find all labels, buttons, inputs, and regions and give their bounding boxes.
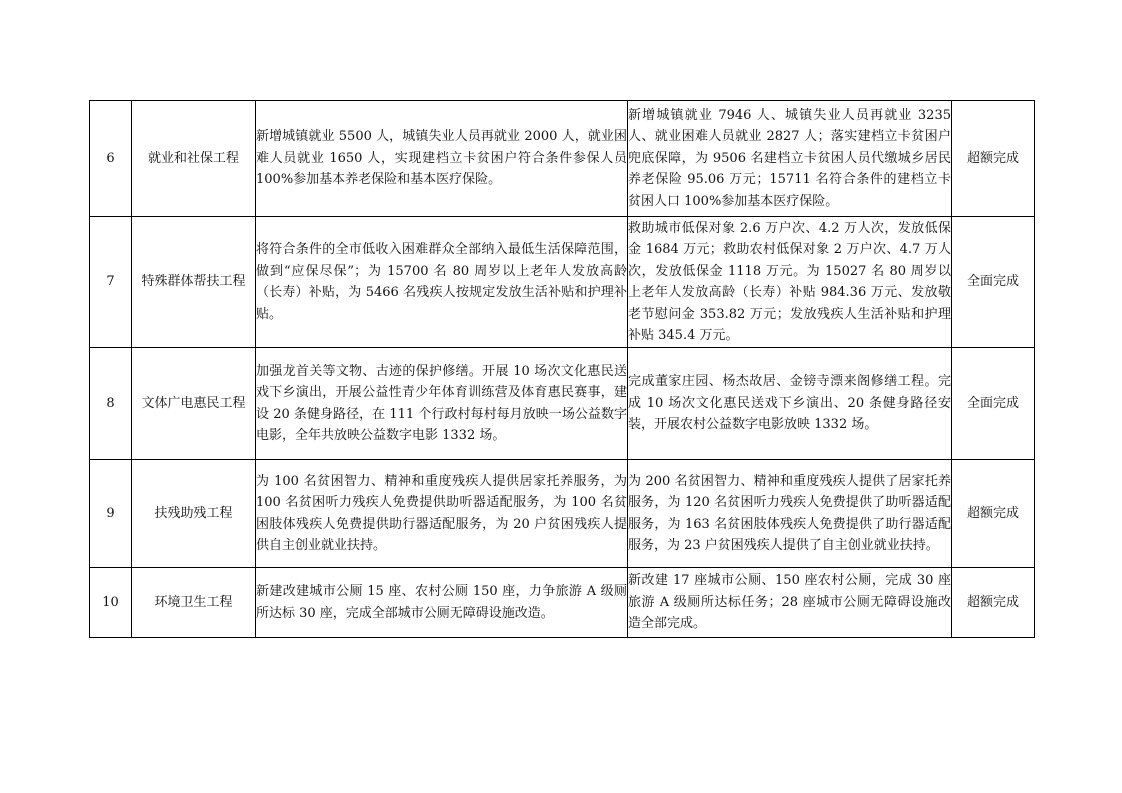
project-goal [256,348,628,460]
completion-status: 全面完成 [952,348,1035,460]
completion-status: 超额完成 [952,101,1035,217]
project-name: 就业和社保工程 [132,101,256,217]
project-name: 文体广电惠民工程 [132,348,256,460]
row-number: 8 [90,348,132,460]
project-result [628,217,952,348]
project-goal-text: 将符合条件的全市低收入困难群众全部纳入最低生活保障范围，做到“应保尽保”；为 15700 名 80 周岁以上老年人发放高龄（长寿）补贴，为 5466 名残疾人按规定发放生活补贴和护理补贴。 [256,242,627,322]
completion-status: 超额完成 [952,568,1035,638]
project-result [628,460,952,568]
project-name: 特殊群体帮扶工程 [132,217,256,348]
project-goal-text: 新增城镇就业 5500 人，城镇失业人员再就业 2000 人，就业困难人员就业 1650 人，实现建档立卡贫困户符合条件参保人员 100%参加基本养老保险和基本医疗保险。 [256,129,627,188]
project-result-text: 救助城市低保对象 2.6 万户次、4.2 万人次，发放低保金 1684 万元；救助农村低保对象 2 万户次、4.7 万人次，发放低保金 1118 万元。为 15027 名 80 周岁以上老年人发放高龄（长寿）补贴 984.36 万元、发放敬老节慰问金 353.82 万元；发放残疾人生活补贴和护理补贴 345.4 万元。 [628,220,951,343]
project-goal [256,568,628,638]
project-goal-text: 新建改建城市公厕 15 座、农村公厕 150 座，力争旅游 A 级厕所达标 30 座，完成全部城市公厕无障碍设施改造。 [256,584,627,621]
project-result [628,568,952,638]
project-table [89,100,1035,638]
row-number: 9 [90,460,132,568]
table-row [90,460,1035,568]
project-result-text: 为 200 名贫困智力、精神和重度残疾人提供了居家托养服务，为 120 名贫困听力残疾人免费提供了助听器适配服务，为 163 名贫困肢体残疾人免费提供了助行器适配服务，为 23 户贫困残疾人提供了自主创业就业扶持。 [628,473,951,553]
table-row [90,568,1035,638]
project-result-text: 新改建 17 座城市公厕、150 座农村公厕，完成 30 座旅游 A 级厕所达标任务；28 座城市公厕无障碍设施改造全部完成。 [628,573,951,632]
row-number: 7 [90,217,132,348]
project-name: 环境卫生工程 [132,568,256,638]
project-goal-text: 为 100 名贫困智力、精神和重度残疾人提供居家托养服务，为 100 名贫困听力残疾人免费提供助听器适配服务，为 100 名贫困肢体残疾人免费提供助行器适配服务，为 20 户贫困残疾人提供自主创业就业扶持。 [256,473,627,553]
project-goal [256,217,628,348]
project-goal [256,101,628,217]
row-number: 6 [90,101,132,217]
completion-status: 全面完成 [952,217,1035,348]
completion-status: 超额完成 [952,460,1035,568]
row-number: 10 [90,568,132,638]
project-goal-text: 加强龙首关等文物、古迹的保护修缮。开展 10 场次文化惠民送戏下乡演出，开展公益性青少年体育训练营及体育惠民赛事，建设 20 条健身路径，在 111 个行政村每村每月放映一场公益数字电影，全年共放映公益数字电影 1332 场。 [256,363,627,443]
table-row [90,217,1035,348]
project-result-text: 新增城镇就业 7946 人、城镇失业人员再就业 3235 人、就业困难人员就业 2827 人；落实建档立卡贫困户兜底保障，为 9506 名建档立卡贫困人员代缴城乡居民养老保险 95.06 万元；15711 名符合条件的建档立卡贫困人口 100%参加基本医疗保险。 [628,107,951,209]
project-result [628,101,952,217]
project-result [628,348,952,460]
project-name: 扶残助残工程 [132,460,256,568]
project-goal [256,460,628,568]
table-row [90,348,1035,460]
project-result-text: 完成董家庄园、杨杰故居、金镑寺漂来阁修缮工程。完成 10 场次文化惠民送戏下乡演出、20 条健身路径安装，开展农村公益数字电影放映 1332 场。 [628,374,951,433]
table-row [90,101,1035,217]
